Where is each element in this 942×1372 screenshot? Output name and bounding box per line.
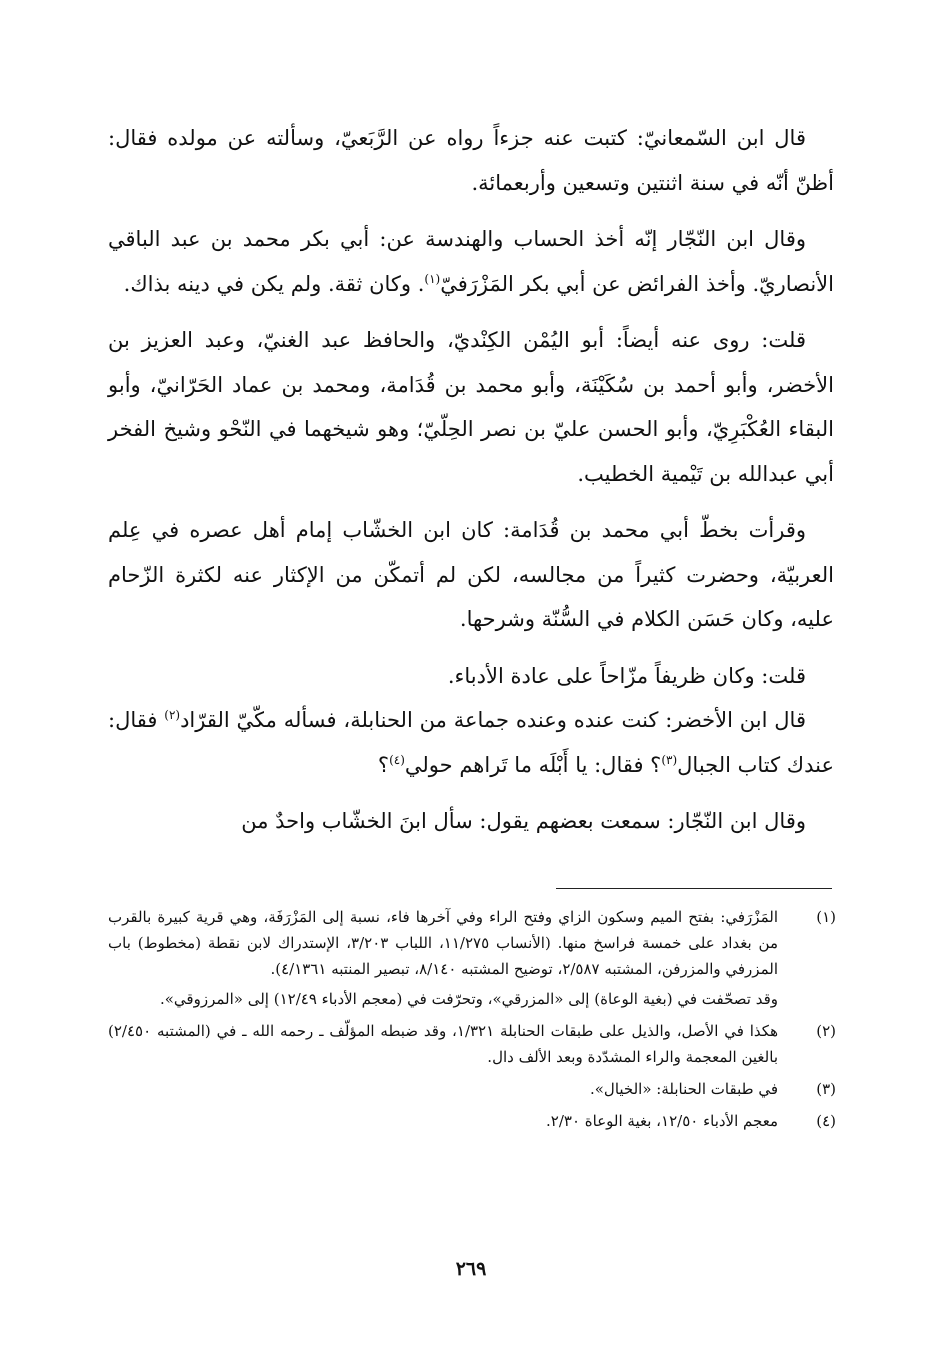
paragraph	[108, 318, 834, 496]
footnote-separator	[556, 888, 832, 889]
paragraph-text: قال ابن السّمعانيّ: كتبت عنه جزءاً رواه عن الرَّبَعيّ، وسألته عن مولده فقال: أظنّ أنّه في سنة اثنتين وتسعين وأربعمائة.	[108, 126, 834, 195]
paragraph-text: قلت: وكان ظريفاً مزّاحاً على عادة الأدباء.	[447, 663, 806, 688]
main-text	[108, 116, 834, 844]
footnote-line: وقد تصحّفت في (بغية الوعاة) إلى «المزرقي»، وتحرّفت في (معجم الأدباء ١٢/٤٩) إلى «المرزوقي».	[159, 990, 778, 1008]
paragraph	[108, 217, 834, 306]
paragraph	[108, 698, 834, 787]
paragraph-text: قال ابن الأخضر: كنت عنده وعنده جماعة من الحنابلة، فسأله مكّيّ القرّاد	[180, 708, 806, 732]
footnote-ref: (١)	[424, 271, 441, 286]
footnotes	[108, 904, 836, 1140]
footnote-line: في طبقات الحنابلة: «الخيال».	[589, 1080, 778, 1098]
footnote-ref: (٢)	[164, 708, 181, 722]
paragraph	[108, 508, 834, 642]
paragraph-text: وقال ابن النّجّار إنّه أخذ الحساب والهندسة عن: أبي بكر محمد بن عبد الباقي الأنصاريّ. وأخذ الفرائض عن أبي بكر المَزْرَفيّ	[108, 227, 834, 296]
footnote-ref: (٣)	[661, 752, 678, 767]
footnote-number: (٢)	[816, 1022, 836, 1040]
paragraph-text: قلت: روى عنه أيضاً: أبو اليُمْن الكِنْديّ، والحافظ عبد الغنيّ، وعبد العزيز بن الأخضر، وأبو أحمد بن سُكَيْنَة، وأبو محمد بن قُدَامة، ومحمد بن عماد الحَرّانيّ، وأبو البقاء العُكْبَرِيّ، وأبو الحسن عليّ بن نصر الحِلّيّ؛ وهو شيخهما في النّحْو وشيخ الفخر أبي عبدالله بن تَيْمية الخطيب.	[108, 328, 834, 486]
paragraph	[108, 654, 834, 699]
paragraph-text: وقال ابن النّجّار: سمعت بعضهم يقول: سأل ابنَ الخشّاب واحدٌ من	[241, 809, 806, 833]
paragraph-text: ؟ فقال: يا أَبْلَه ما تَراهم حولي	[404, 752, 662, 777]
page-number: ٢٦٩	[455, 1258, 487, 1280]
footnote-ref: (٤)	[389, 752, 405, 767]
footnote-line: هكذا في الأصل، والذيل على طبقات الحنابلة ١/٣٢١، وقد ضبطه المؤلّف ـ رحمه الله ـ في (المشتبه ٢/٤٥٠) بالغين المعجمة والراء المشدّدة وبعد الألف دال.	[108, 1022, 778, 1066]
footnote-number: (٣)	[816, 1080, 836, 1098]
footnote-text	[108, 1076, 778, 1102]
footnote-text	[108, 1018, 778, 1070]
footnote-text	[108, 904, 778, 1012]
footnote-line: المَزْرَفي: بفتح الميم وسكون الزاي وفتح الراء وفي آخرها فاء، نسبة إلى المَزْرَفَة، وهي قرية كبيرة بالقرب من بغداد على خمسة فراسخ منها. (الأنساب ١١/٢٧٥، اللباب ٣/٢٠٣، الإستدراك لابن نقطة (مخطوط) باب المزرفي والمزرفن، المشتبه ٢/٥٨٧، توضيح المشتبه ٨/١٤٠، تبصير المنتبه ٤/١٣٦١).	[108, 908, 778, 978]
footnote-number: (٤)	[816, 1112, 836, 1130]
footnote	[108, 1076, 836, 1102]
footnote	[108, 1108, 836, 1134]
paragraph-text: فقال: عندك كتاب الجبال	[108, 708, 834, 777]
paragraph-text: . وكان ثقة. ولم يكن في دينه بذاك.	[123, 271, 425, 296]
paragraph-text: ؟	[377, 752, 390, 777]
paragraph-text: وقرأت بخطّ أبي محمد بن قُدَامة: كان ابن الخشّاب إمام أهل عصره في عِلم العربيّة، وحضرت كثيراً من مجالسه، لكن لم أتمكّن من الإكثار عنه لكثرة الزّحام عليه، وكان حَسَن الكلام في السُّنّة وشرحها.	[108, 518, 834, 631]
paragraph	[108, 116, 834, 205]
footnote-number: (١)	[816, 908, 836, 926]
footnote-line: معجم الأدباء ١٢/٥٠، بغية الوعاة ٢/٣٠.	[546, 1112, 778, 1130]
footnote	[108, 904, 836, 1012]
paragraph	[108, 799, 834, 844]
footnote-text	[108, 1108, 778, 1134]
footnote	[108, 1018, 836, 1070]
